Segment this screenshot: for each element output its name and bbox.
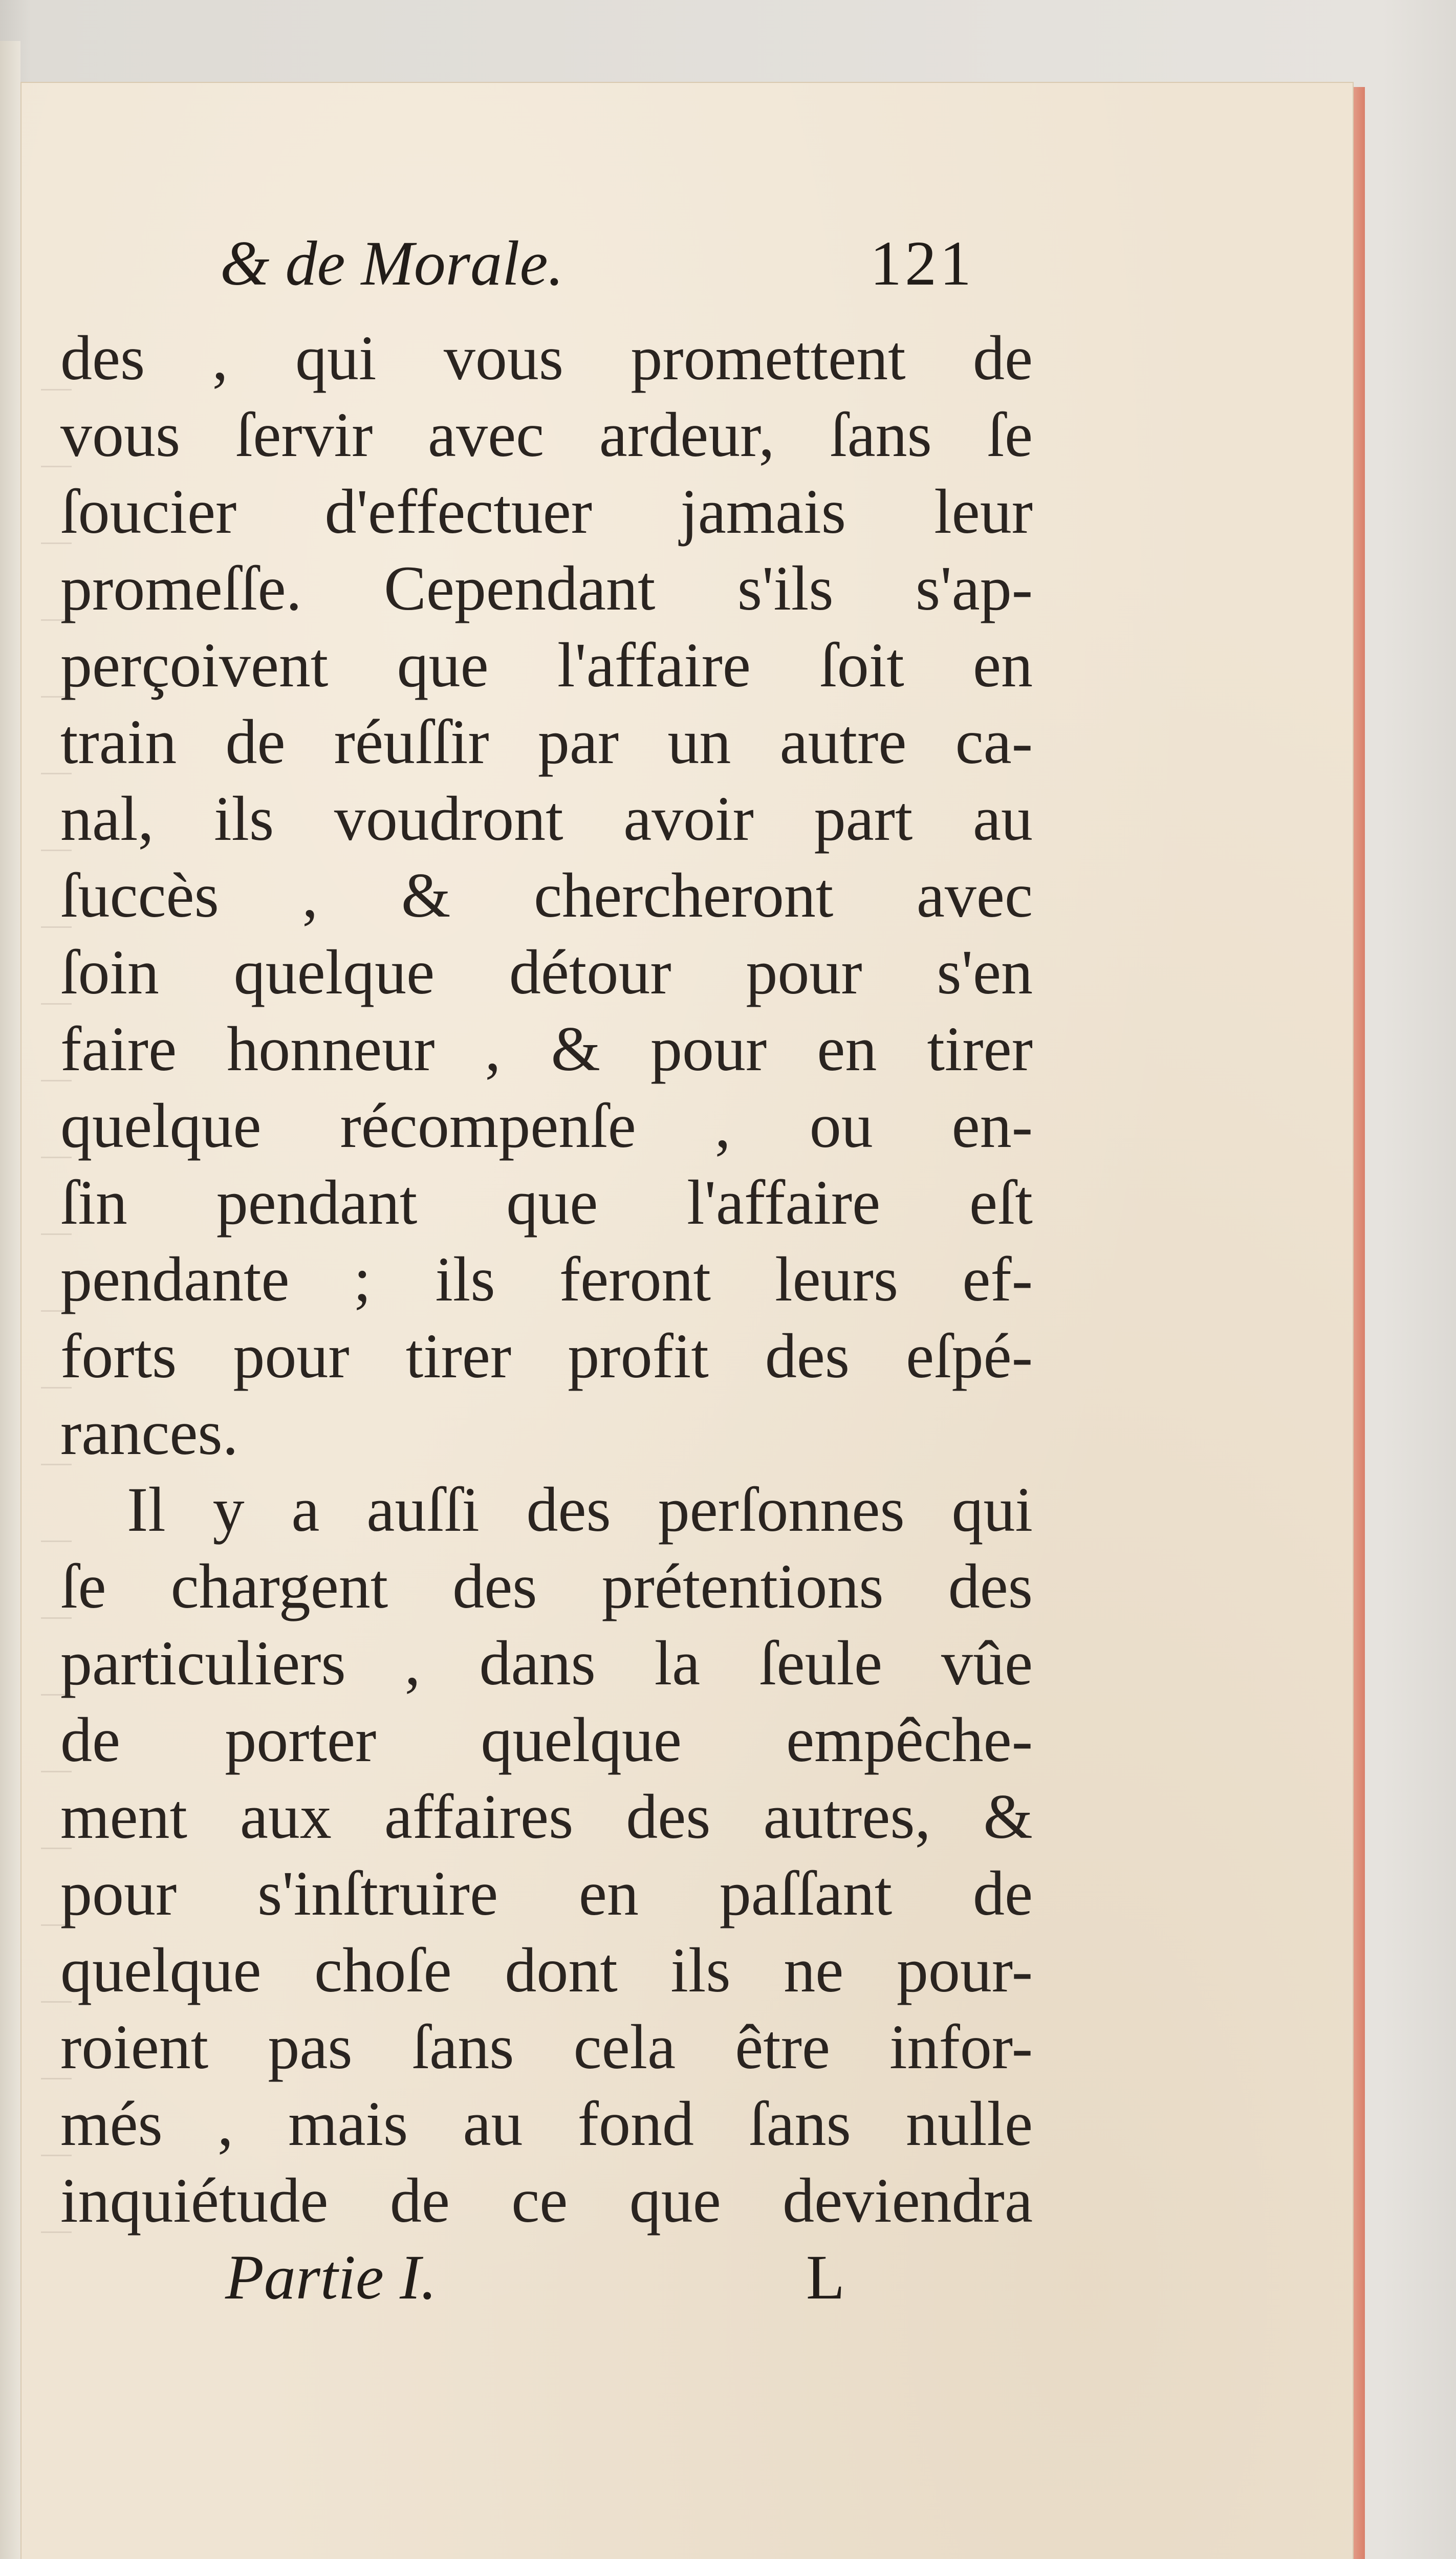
text-line: faire honneur , & pour en tirer <box>60 1014 1033 1084</box>
text-line: perçoivent que l'affaire ſoit en <box>60 630 1033 700</box>
text-line: quelque choſe dont ils ne pour- <box>60 1935 1033 2005</box>
text-line: nal, ils voudront avoir part au <box>60 784 1033 854</box>
text-line: ſoucier d'effectuer jamais leur <box>60 476 1033 547</box>
page-footer <box>225 2239 942 2316</box>
text-line: de porter quelque empêche- <box>60 1705 1033 1775</box>
text-line: train de réuſſir par un autre ca- <box>60 707 1033 777</box>
text-line: inquiétude de ce que deviendra <box>60 2165 1033 2236</box>
text-line: vous ſervir avec ardeur, ſans ſe <box>60 400 1033 470</box>
text-line: pendante ; ils feront leurs ef- <box>60 1244 1033 1314</box>
text-line: rances. <box>60 1398 238 1468</box>
text-line: ſin pendant que l'affaire eſt <box>60 1167 1033 1238</box>
page-number: 121 <box>870 228 974 298</box>
text-line: Il y a auſſi des perſonnes qui <box>127 1474 1033 1545</box>
text-line: ſe chargent des prétentions des <box>60 1551 1033 1621</box>
text-line: promeſſe. Cependant s'ils s'ap- <box>60 553 1033 623</box>
previous-page-edge <box>0 41 20 2559</box>
text-line: més , mais au fond ſans nulle <box>60 2089 1033 2159</box>
part-label: Partie I. <box>225 2242 437 2312</box>
body-text <box>60 320 1033 2239</box>
text-line: ſoin quelque détour pour s'en <box>60 937 1033 1007</box>
signature-mark: L <box>806 2242 845 2312</box>
text-line: pour s'inſtruire en paſſant de <box>60 1858 1033 1928</box>
text-line: particuliers , dans la ſeule vûe <box>60 1628 1033 1698</box>
text-line: forts pour tirer profit des eſpé- <box>60 1321 1033 1391</box>
text-line: quelque récompenſe , ou en- <box>60 1091 1033 1161</box>
running-title: & de Morale. <box>220 228 564 298</box>
text-line: roient pas ſans cela être infor- <box>60 2012 1033 2082</box>
running-header <box>220 223 1039 305</box>
text-line: des , qui vous promettent de <box>60 323 1033 393</box>
text-line: ment aux affaires des autres, & <box>60 1782 1033 1852</box>
page-red-edge <box>1354 87 1365 2559</box>
text-line: ſuccès , & chercheront avec <box>60 860 1033 930</box>
